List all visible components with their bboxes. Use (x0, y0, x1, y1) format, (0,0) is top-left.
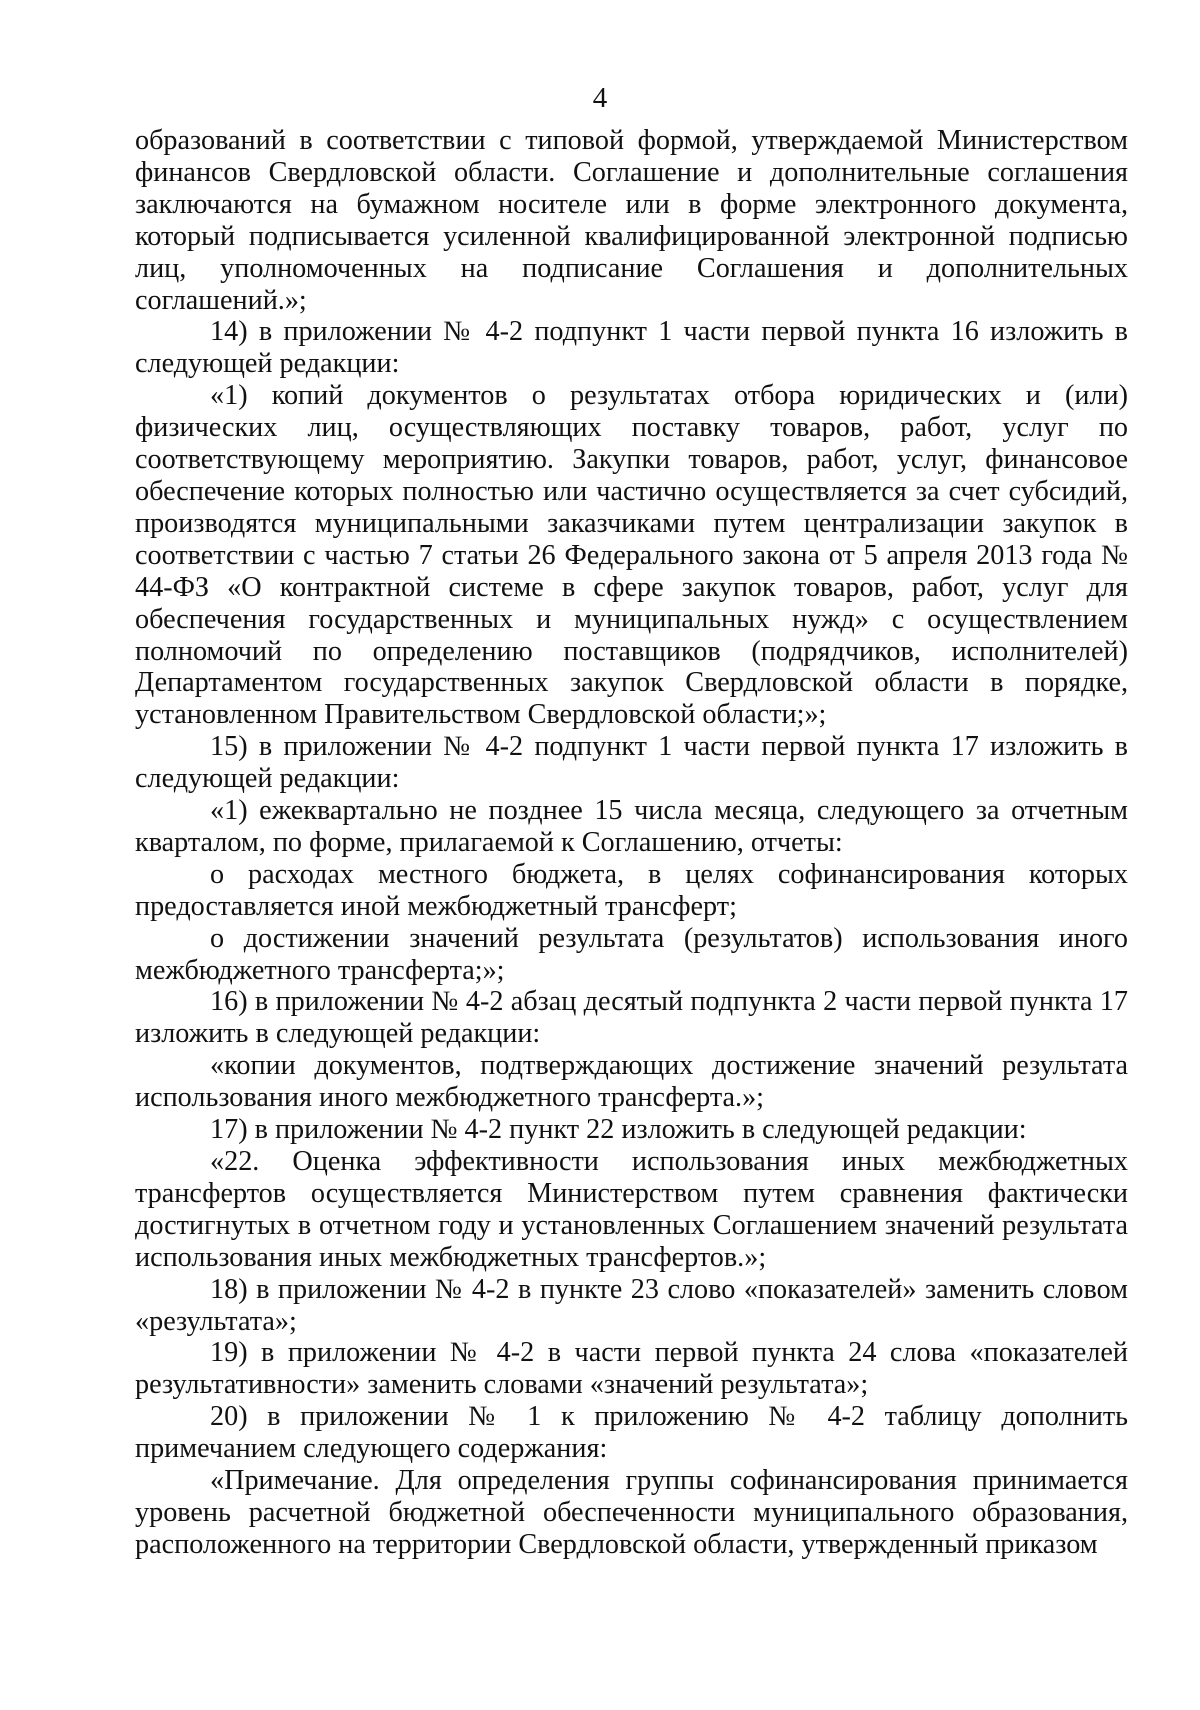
paragraph-item-17: 17) в приложении № 4-2 пункт 22 изложить в следующей редакции: (210, 1114, 1027, 1146)
paragraph-item-20: 20) в приложении № 1 к приложению № 4-2 таблицу дополнить примечанием следующего содержания: (135, 1401, 1128, 1465)
paragraph-quote-item-20: «Примечание. Для определения группы софинансирования принимается уровень расчетной бюджетной обеспеченности муниципального образования, расположенного на территории Свердловской области, утвержденный приказом (135, 1465, 1128, 1560)
paragraph-item-18: 18) в приложении № 4-2 в пункте 23 слово «показателей» заменить словом «результата»; (135, 1273, 1128, 1337)
page-number: 4 (592, 82, 608, 114)
paragraph-continuation: образований в соответствии с типовой формой, утверждаемой Министерством финансов Свердловской области. Соглашение и дополнительные соглашения заключаются на бумажном носителе или в форме электронного документа, который подписывается усиленной квалифицированной электронной подписью лиц, уполномоченных на подписание Соглашения и дополнительных соглашений.»; (135, 125, 1128, 316)
paragraph-report-results: о достижении значений результата (результатов) использования иного межбюджетного трансферта;»; (135, 922, 1128, 986)
paragraph-quote-item-17: «22. Оценка эффективности использования иных межбюджетных трансфертов осуществляется Министерством путем сравнения фактически достигнутых в отчетном году и установленных Соглашением значений результата использования иных межбюджетных трансфертов.»; (135, 1146, 1128, 1273)
paragraph-item-19: 19) в приложении № 4-2 в части первой пункта 24 слова «показателей результативности» заменить словами «значений результата»; (135, 1337, 1128, 1401)
paragraph-item-15: 15) в приложении № 4-2 подпункт 1 части первой пункта 17 изложить в следующей редакции: (135, 731, 1128, 795)
paragraph-report-expenses: о расходах местного бюджета, в целях софинансирования которых предоставляется иной межбюджетный трансферт; (135, 858, 1128, 922)
paragraph-quote-item-15: «1) ежеквартально не позднее 15 числа месяца, следующего за отчетным кварталом, по форме, прилагаемой к Соглашению, отчеты: (135, 795, 1128, 858)
paragraph-quote-item-14: «1) копий документов о результатах отбора юридических и (или) физических лиц, осуществляющих поставку товаров, работ, услуг по соответствующему мероприятию. Закупки товаров, работ, услуг, финансовое обеспечение которых полностью или частично осуществляется за счет субсидий, производятся муниципальными заказчиками путем централизации закупок в соответствии с частью 7 статьи 26 Федерального закона от 5 апреля 2013 года № 44-ФЗ «О контрактной системе в сфере закупок товаров, работ, услуг для обеспечения государственных и муниципальных нужд» с осуществлением полномочий по определению поставщиков (подрядчиков, исполнителей) Департаментом государственных закупок Свердловской области в порядке, установленном Правительством Свердловской области;»; (135, 380, 1128, 731)
paragraph-item-14: 14) в приложении № 4-2 подпункт 1 части первой пункта 16 изложить в следующей редакции: (135, 316, 1128, 380)
paragraph-item-16: 16) в приложении № 4-2 абзац десятый подпункта 2 части первой пункта 17 изложить в следующей редакции: (135, 986, 1128, 1050)
document-body (135, 125, 1128, 1561)
paragraph-quote-item-16: «копии документов, подтверждающих достижение значений результата использования иного межбюджетного трансферта.»; (135, 1050, 1128, 1114)
